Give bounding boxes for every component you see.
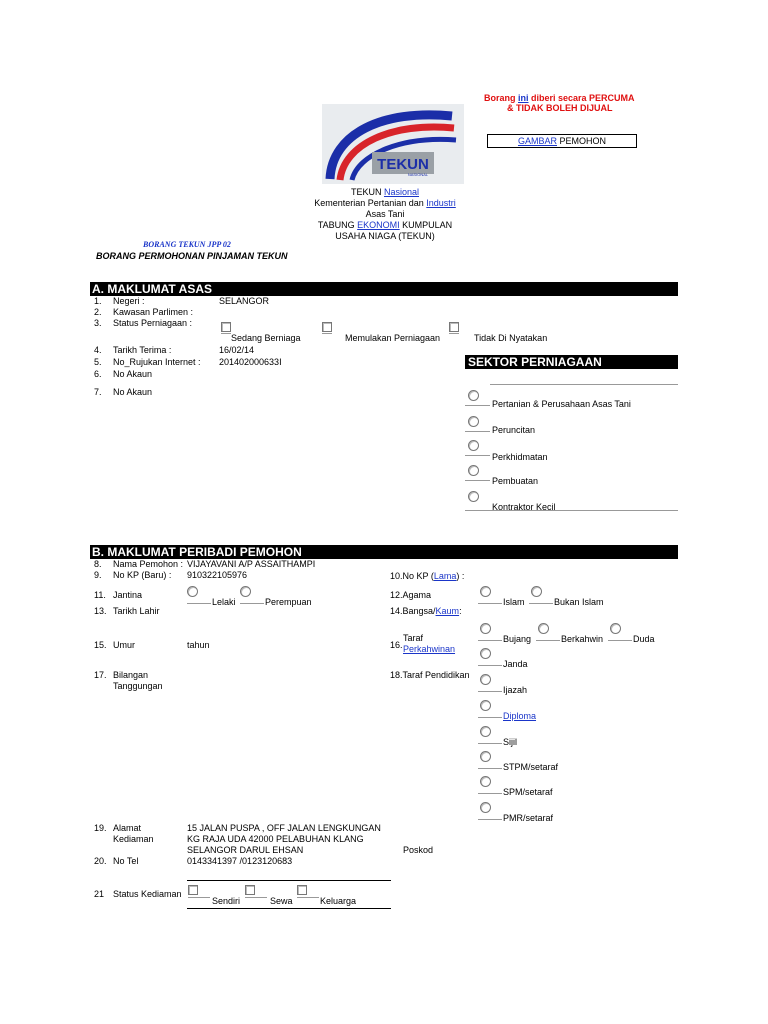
kp-baru-value[interactable]: 910322105976: [187, 570, 248, 580]
alamat-line2[interactable]: KG RAJA UDA 42000 PELABUHAN KLANG: [187, 834, 364, 844]
sektor-radio-perkhidmatan[interactable]: [468, 440, 479, 451]
kahwin-option-label: Duda: [633, 634, 655, 644]
pendidikan-radio-ijazah[interactable]: [480, 674, 491, 685]
sektor-radio-kontraktor[interactable]: [468, 491, 479, 502]
row-num: 9.: [94, 570, 102, 580]
row-num: 6.: [94, 369, 102, 379]
alamat-label: Alamat: [113, 823, 142, 833]
tanggungan-label: Bilangan: [113, 670, 149, 680]
status-option-label: Sedang Berniaga: [231, 333, 301, 343]
alamat-line1[interactable]: 15 JALAN PUSPA , OFF JALAN LENGKUNGAN: [187, 823, 381, 833]
no-tel-value[interactable]: 0143341397 /0123120683: [187, 856, 293, 866]
status-option-label: Tidak Di Nyatakan: [474, 333, 548, 343]
row-num: 8.: [94, 559, 102, 569]
jantina-option-label: Perempuan: [265, 597, 312, 607]
photo-box[interactable]: GAMBAR PEMOHON: [487, 134, 637, 148]
pendidikan-option-label: STPM/setaraf: [503, 762, 559, 772]
alamat-line3[interactable]: SELANGOR DARUL EHSAN: [187, 845, 304, 855]
status-checkbox-tidak[interactable]: [449, 322, 459, 332]
kahwin-radio-berkahwin[interactable]: [538, 623, 549, 634]
jantina-option-label: Lelaki: [212, 597, 236, 607]
kahwin-option-label: Janda: [503, 659, 528, 669]
row-num: 1.: [94, 296, 102, 306]
pendidikan-radio-diploma[interactable]: [480, 700, 491, 711]
kahwin-radio-bujang[interactable]: [480, 623, 491, 634]
kediaman-option-label: Sewa: [270, 896, 293, 906]
agama-option-label: Bukan Islam: [554, 597, 604, 607]
kediaman-checkbox-sewa[interactable]: [245, 885, 255, 895]
pendidikan-radio-sijil[interactable]: [480, 726, 491, 737]
pendidikan-radio-stpm[interactable]: [480, 751, 491, 762]
kahwin-radio-janda[interactable]: [480, 648, 491, 659]
kahwin-radio-duda[interactable]: [610, 623, 621, 634]
taraf-perkahwinan-label: Taraf: [403, 633, 424, 643]
pendidikan-option-label: Sijil: [503, 737, 518, 747]
agama-label: 12.Agama: [390, 590, 432, 600]
parlimen-label: Kawasan Parlimen :: [113, 307, 194, 317]
nasional-link[interactable]: Nasional: [383, 187, 420, 197]
jantina-radio-lelaki[interactable]: [187, 586, 198, 597]
row-num: 5.: [94, 357, 102, 367]
free-notice-line2: & TIDAK BOLEH DIJUAL: [507, 103, 613, 113]
kediaman-option-label: Sendiri: [212, 896, 241, 906]
sektor-radio-pembuatan[interactable]: [468, 465, 479, 476]
umur-label: Umur: [113, 640, 135, 650]
form-code: BORANG TEKUN JPP 02: [143, 240, 231, 249]
bangsa-label: 14.Bangsa/Kaum:: [390, 606, 462, 616]
rujukan-value[interactable]: 201402000633I: [219, 357, 282, 367]
tanggungan-label: Tanggungan: [113, 681, 163, 691]
row-num: 15.: [94, 640, 107, 650]
jantina-label: Jantina: [113, 590, 143, 600]
status-perniagaan-label: Status Perniagaan :: [113, 318, 193, 328]
sektor-radio-pertanian[interactable]: [468, 390, 479, 401]
form-title: BORANG PERMOHONAN PINJAMAN TEKUN: [96, 251, 288, 261]
logo-text: TEKUN: [377, 156, 429, 173]
sektor-option-label: Peruncitan: [492, 425, 536, 435]
status-checkbox-sedang[interactable]: [221, 322, 231, 332]
kp-lama-label: 10.No KP (Lama) :: [390, 571, 465, 581]
pendidikan-option-label: Ijazah: [503, 685, 528, 695]
tarikh-terima-label: Tarikh Terima :: [113, 345, 172, 355]
nama-value[interactable]: VIJAYAVANI A/P ASSAITHAMPI: [187, 559, 316, 569]
nama-label: Nama Pemohon :: [113, 559, 184, 569]
agama-radio-islam[interactable]: [480, 586, 491, 597]
pendidikan-option-label: SPM/setaraf: [503, 787, 553, 797]
kediaman-option-label: Keluarga: [320, 896, 357, 906]
agama-radio-bukan-islam[interactable]: [531, 586, 542, 597]
pendidikan-radio-spm[interactable]: [480, 776, 491, 787]
sektor-option-label: Kontraktor Kecil: [492, 502, 556, 512]
negeri-value[interactable]: SELANGOR: [219, 296, 270, 306]
tarikh-lahir-label: Tarikh Lahir: [113, 606, 160, 616]
sektor-header: SEKTOR PERNIAGAAN: [465, 355, 678, 369]
kahwin-option-label: Bujang: [503, 634, 532, 644]
kaum-link[interactable]: Kaum: [435, 606, 460, 616]
row-num: 2.: [94, 307, 102, 317]
free-notice-line1: Borang ini diberi secara PERCUMA: [484, 93, 635, 103]
status-kediaman-label: Status Kediaman: [113, 889, 182, 899]
umur-unit: tahun: [187, 640, 210, 650]
row-num: 4.: [94, 345, 102, 355]
organisation-block: TEKUN Nasional Kementerian Pertanian dan Industri Asas Tani TABUNG EKONOMI KUMPULAN USAHA NIAGA (TEKUN): [314, 187, 456, 241]
sektor-radio-peruncitan[interactable]: [468, 416, 479, 427]
agama-option-label: Islam: [503, 597, 525, 607]
sektor-option-label: Pertanian & Perusahaan Asas Tani: [492, 399, 631, 409]
rujukan-label: No_Rujukan Internet :: [113, 357, 201, 367]
no-akaun-label: No Akaun: [113, 369, 153, 379]
photo-link[interactable]: GAMBAR: [517, 136, 557, 146]
pendidikan-radio-pmr[interactable]: [480, 802, 491, 813]
tarikh-terima-value[interactable]: 16/02/14: [219, 345, 255, 355]
negeri-label: Negeri :: [113, 296, 145, 306]
row-num: 20.: [94, 856, 107, 866]
row-num: 16.: [390, 640, 403, 650]
section-a-header: A. MAKLUMAT ASAS: [90, 282, 678, 296]
tekun-logo: [322, 104, 464, 184]
kediaman-checkbox-keluarga[interactable]: [297, 885, 307, 895]
no-akaun-label: No Akaun: [113, 387, 153, 397]
kediaman-checkbox-sendiri[interactable]: [188, 885, 198, 895]
alamat-label: Kediaman: [113, 834, 154, 844]
ekonomi-link[interactable]: EKONOMI: [357, 220, 400, 230]
row-num: 3.: [94, 318, 102, 328]
poskod-label: Poskod: [403, 845, 434, 855]
kp-baru-label: No KP (Baru) :: [113, 570, 172, 580]
row-num: 7.: [94, 387, 102, 397]
status-option-label: Memulakan Perniagaan: [345, 333, 441, 343]
section-b-header: B. MAKLUMAT PERIBADI PEMOHON: [90, 545, 678, 559]
taraf-pendidikan-label: 18.Taraf Pendidikan: [390, 670, 470, 680]
industri-link[interactable]: Industri: [426, 198, 456, 208]
sektor-option-label: Perkhidmatan: [492, 452, 548, 462]
jantina-radio-perempuan[interactable]: [240, 586, 251, 597]
no-tel-label: No Tel: [113, 856, 139, 866]
row-num: 13.: [94, 606, 107, 616]
kahwin-option-label: Berkahwin: [561, 634, 604, 644]
status-checkbox-memulakan[interactable]: [322, 322, 332, 332]
row-num: 21: [94, 889, 105, 899]
row-num: 17.: [94, 670, 107, 680]
logo-subtext: NASIONAL: [407, 172, 429, 177]
diploma-link[interactable]: Diploma: [503, 711, 537, 721]
row-num: 11.: [94, 590, 106, 600]
notice-link[interactable]: ini: [518, 93, 529, 103]
perkahwinan-link[interactable]: Perkahwinan: [403, 644, 456, 654]
pendidikan-option-label: PMR/setaraf: [503, 813, 554, 823]
row-num: 19.: [94, 823, 107, 833]
lama-link[interactable]: Lama: [433, 571, 457, 581]
sektor-option-label: Pembuatan: [492, 476, 539, 486]
